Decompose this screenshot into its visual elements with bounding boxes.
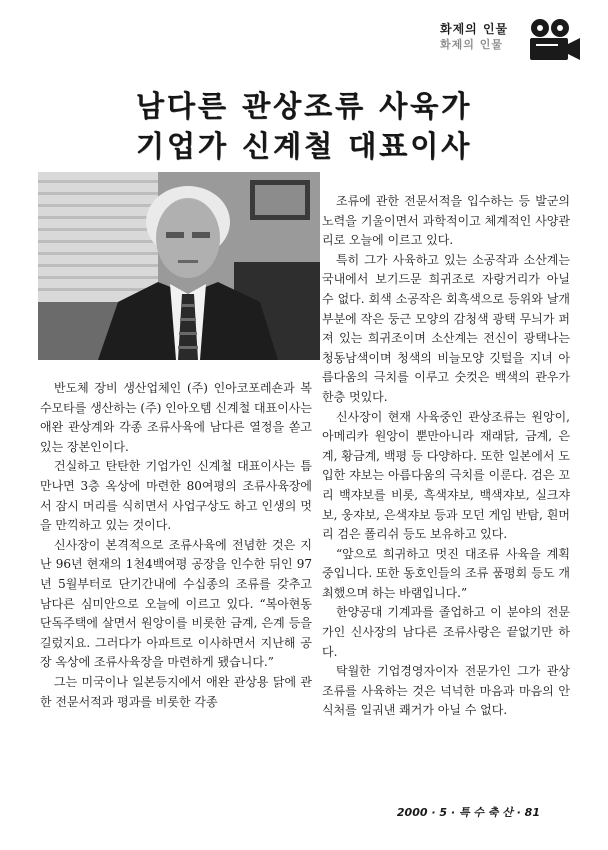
body-paragraph: 신사장이 현재 사육중인 관상조류는 원앙이, 아메리카 원앙이 뿐만아니라 재래닭, 금계, 은계, 황금계, 백평 등 다양하다. 또한 일본에서 도입한 쟈보는 아름다움의 극치를 이룬다. 검은 꼬리 백쟈보를 비롯, 흑색쟈보, 백색쟈보, 실크쟈보, 웅쟈보, 은색쟈보 등과 모던 게임 반탐, 흰머리 검은 폴리쉬 등도 보유하고 있다. — [322, 409, 570, 542]
body-paragraph: 신사장이 본격적으로 조류사육에 전념한 것은 지난 96년 현재의 1천4백여평 공장을 인수한 뒤인 97년 5월부터로 단기간내에 수십종의 조류를 갖추고 남다른 심미안으로 오늘에 이르고 있다. “복아현동 단독주택에 살면서 원앙이를 비롯한 금계, 은계 등을 길렀지요. 그러다가 아파트로 이사하면서 지난해 공장 옥상에 조류사육장을 마련하게 됐습니다.” — [40, 537, 312, 670]
headline-line-1: 남다른 관상조류 사육가 — [135, 89, 473, 123]
portrait-photo-drawing — [38, 172, 320, 360]
body-paragraph: 그는 미국이나 일본등지에서 애완 관상용 닭에 관한 전문서적과 평과를 비롯한 각종 — [40, 674, 312, 709]
body-column-right — [322, 192, 570, 721]
body-paragraph: 탁월한 기업경영자이자 전문가인 그가 관상조류를 사육하는 것은 넉넉한 마음과 마음의 안식처를 일궈낸 쾌거가 아닐 수 없다. — [322, 664, 570, 718]
section-badge-label: 화제의 인물 — [440, 22, 509, 36]
body-paragraph: 건실하고 탄탄한 기업가인 신계철 대표이사는 틈만나면 3층 옥상에 마련한 80여평의 조류사육장에서 잠시 머리를 식히면서 사업구상도 하고 인생의 멋을 만끽하고 있는 것이다. — [40, 459, 312, 533]
body-paragraph: 한양공대 기계과를 졸업하고 이 분야의 전문가인 신사장의 남다른 조류사랑은 끝없기만 하다. — [322, 605, 570, 659]
body-paragraph: “앞으로 희귀하고 멋진 대조류 사육을 계획 중입니다. 또한 동호인들의 조류 품평회 등도 개최했으며 하는 바램입니다.” — [322, 546, 570, 600]
headline-line-2: 기업가 신계철 대표이사 — [135, 129, 473, 163]
page-folio: 2000 · 5 · 특 수 축 산 · 81 — [396, 806, 540, 819]
body-paragraph: 조류에 관한 전문서적을 입수하는 등 발군의 노력을 기울이면서 과학적이고 체계적인 사양관리로 오늘에 이르고 있다. — [322, 194, 570, 248]
section-badge-label-shadow: 화제의 인물 — [440, 38, 503, 51]
body-paragraph: 특히 그가 사육하고 있는 소공작과 소산계는 국내에서 보기드문 희귀조로 자랑거리가 아닐 수 없다. 회색 소공작은 회흑색으로 등위와 날개부분에 작은 둥근 모양의 감청색 광택 무늬가 퍼져 있는 희귀조이며 소산계는 전신이 광택나는 청동남색이며 청색의 비늘모양 깃털을 지녀 아름다움의 극치를 이루고 숫컷은 백색의 관우가 한층 멋있다. — [322, 252, 570, 404]
body-paragraph: 반도체 장비 생산업체인 (주) 인아코포레숀과 복수모타를 생산하는 (주) 인아오템 신계철 대표이사는 애완 관상계와 각종 조류사육에 남다른 열정을 쏟고 있는 장본인이다. — [40, 381, 312, 454]
body-column-left — [40, 379, 312, 712]
section-badge — [440, 18, 580, 64]
portrait-photo — [38, 172, 320, 360]
film-camera-icon — [526, 18, 580, 64]
